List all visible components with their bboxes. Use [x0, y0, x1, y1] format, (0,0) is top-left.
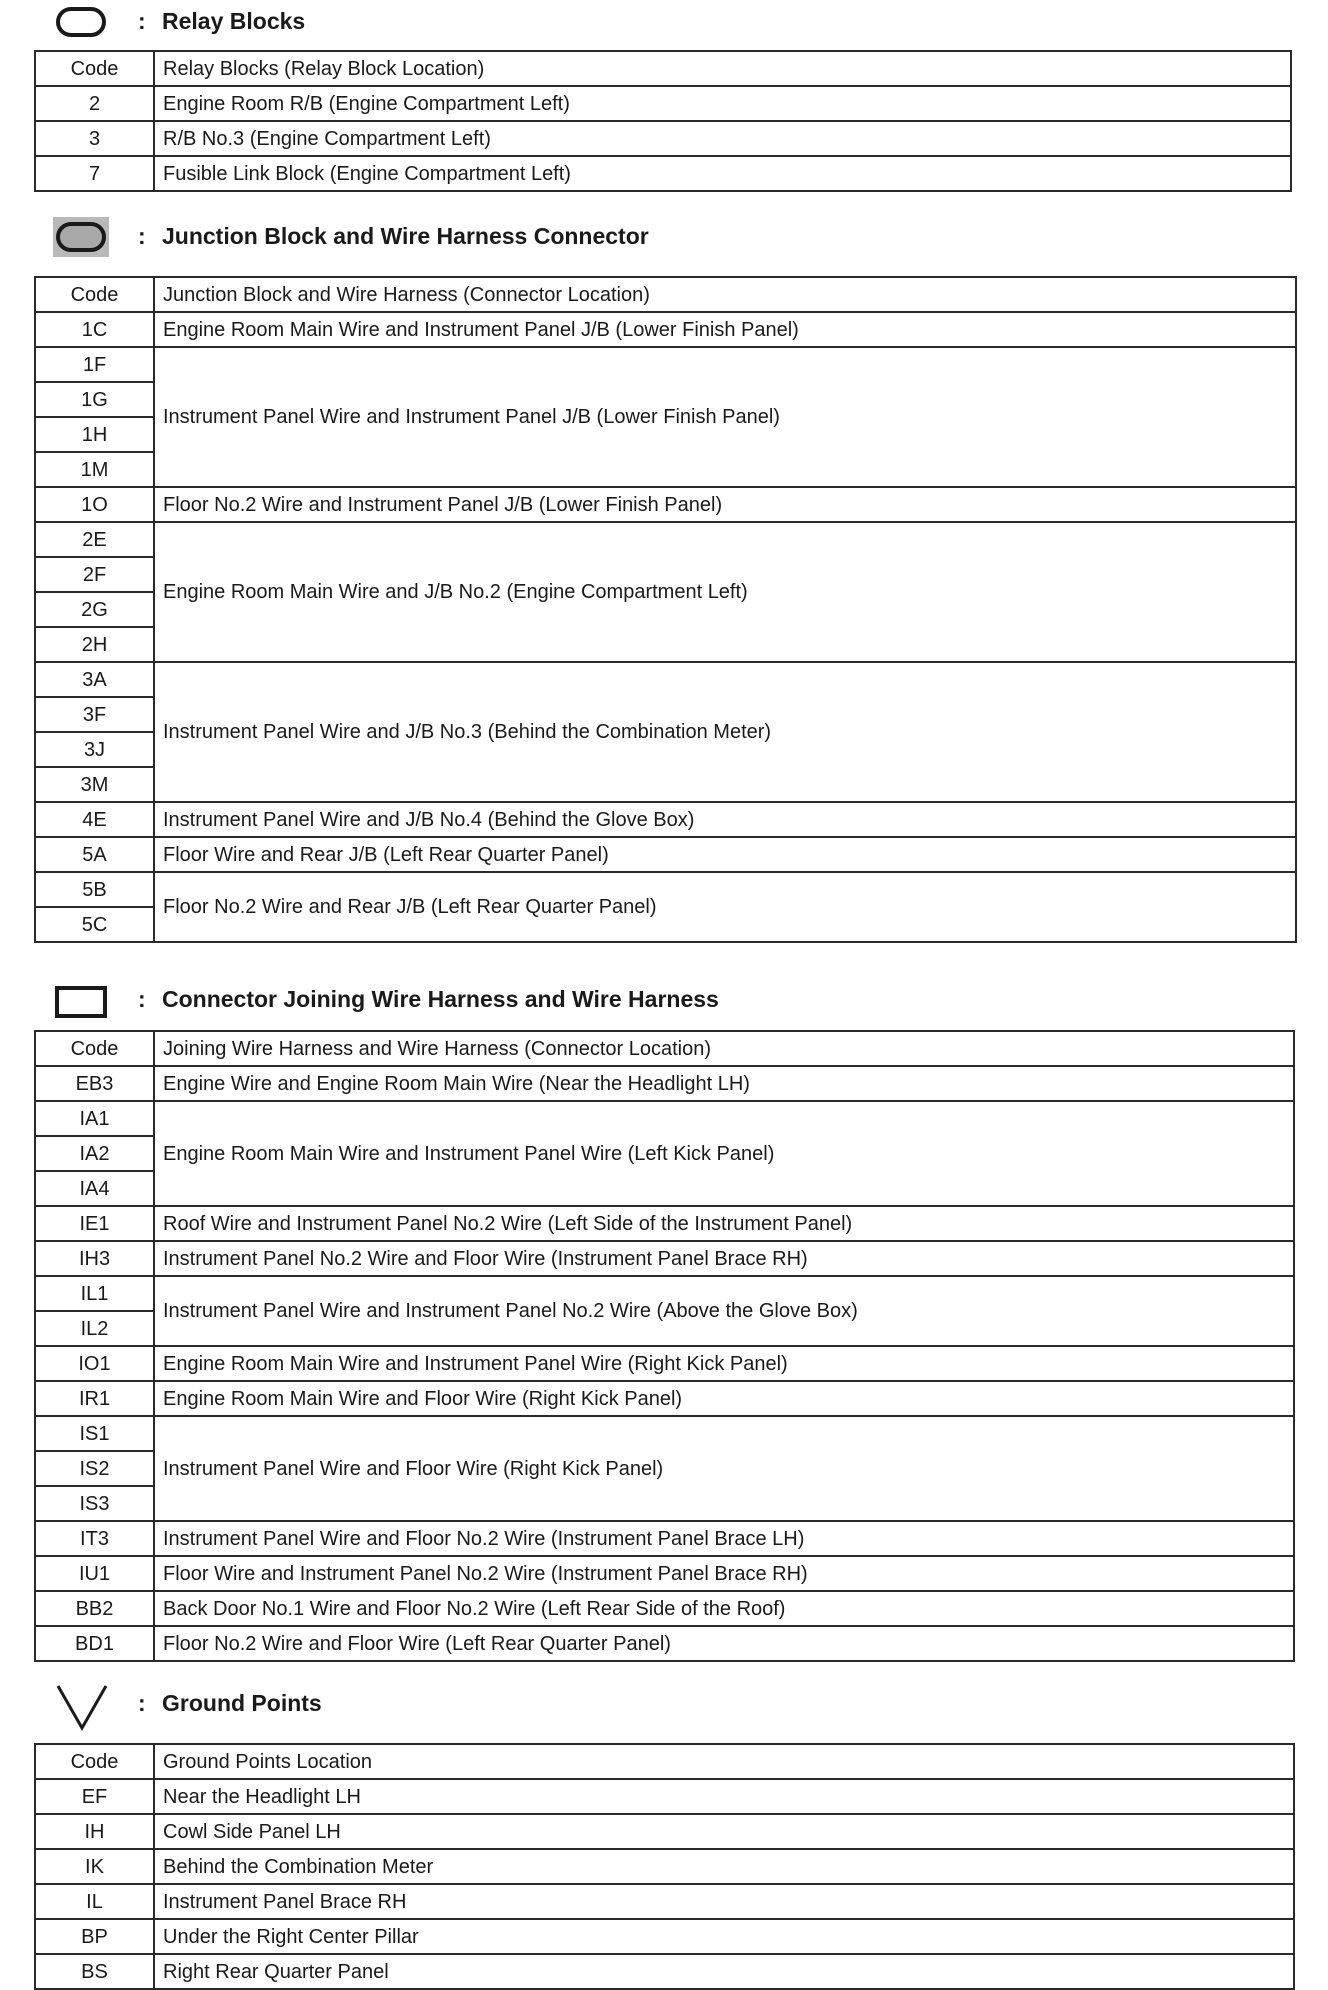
location-cell: Near the Headlight LH: [154, 1779, 1294, 1814]
code-cell: 3J: [35, 732, 154, 767]
code-cell: 1O: [35, 487, 154, 522]
header-description: Relay Blocks (Relay Block Location): [154, 51, 1291, 86]
code-cell: IH: [35, 1814, 154, 1849]
location-cell: Floor Wire and Instrument Panel No.2 Wire (Instrument Panel Brace RH): [154, 1556, 1294, 1591]
code-cell: IK: [35, 1849, 154, 1884]
code-cell: IS1: [35, 1416, 154, 1451]
location-cell: Instrument Panel No.2 Wire and Floor Wire (Instrument Panel Brace RH): [154, 1241, 1294, 1276]
code-cell: 5A: [35, 837, 154, 872]
location-cell: Behind the Combination Meter: [154, 1849, 1294, 1884]
code-cell: 2: [35, 86, 154, 121]
section-header: [0, 0, 1328, 44]
legend-table: [34, 1030, 1295, 1662]
section-title: Ground Points: [162, 1690, 322, 1716]
section-header: [0, 978, 1328, 1022]
header-code: Code: [35, 1031, 154, 1066]
code-cell: IA2: [35, 1136, 154, 1171]
location-cell: Cowl Side Panel LH: [154, 1814, 1294, 1849]
section-colon: :: [138, 1690, 146, 1716]
table-row: [35, 156, 1291, 191]
location-cell: Under the Right Center Pillar: [154, 1919, 1294, 1954]
table-header-row: [35, 1031, 1294, 1066]
code-cell: BB2: [35, 1591, 154, 1626]
location-cell: Instrument Panel Brace RH: [154, 1884, 1294, 1919]
table-row: [35, 802, 1296, 837]
code-cell: IR1: [35, 1381, 154, 1416]
location-cell: Engine Room Main Wire and Instrument Panel Wire (Right Kick Panel): [154, 1346, 1294, 1381]
table-row: [35, 1919, 1294, 1954]
legend-table: [34, 50, 1292, 192]
code-cell: IA1: [35, 1101, 154, 1136]
table-header-row: [35, 277, 1296, 312]
ground-point-icon: [52, 1680, 110, 1732]
table-header-row: [35, 1744, 1294, 1779]
code-cell: 1H: [35, 417, 154, 452]
code-cell: IL1: [35, 1276, 154, 1311]
relay-block-icon: [52, 0, 110, 44]
location-cell: Instrument Panel Wire and Instrument Panel No.2 Wire (Above the Glove Box): [154, 1276, 1294, 1346]
code-cell: IO1: [35, 1346, 154, 1381]
code-cell: 1M: [35, 452, 154, 487]
table-row: [35, 872, 1296, 907]
header-code: Code: [35, 1744, 154, 1779]
wire-connector-icon: [52, 978, 110, 1022]
location-cell: Fusible Link Block (Engine Compartment Left): [154, 156, 1291, 191]
table-row: [35, 1101, 1294, 1136]
table-row: [35, 1206, 1294, 1241]
section-title: Relay Blocks: [162, 8, 306, 34]
legend-table: [34, 1743, 1295, 1990]
code-cell: 3F: [35, 697, 154, 732]
code-cell: BD1: [35, 1626, 154, 1661]
header-code: Code: [35, 51, 154, 86]
table-row: [35, 1954, 1294, 1989]
code-cell: IL: [35, 1884, 154, 1919]
code-cell: 1G: [35, 382, 154, 417]
table-row: [35, 1346, 1294, 1381]
code-cell: IT3: [35, 1521, 154, 1556]
table-row: [35, 1066, 1294, 1101]
table-row: [35, 347, 1296, 382]
code-cell: IL2: [35, 1311, 154, 1346]
location-cell: Engine Room Main Wire and J/B No.2 (Engine Compartment Left): [154, 522, 1296, 662]
code-cell: 1C: [35, 312, 154, 347]
table-row: [35, 837, 1296, 872]
table-row: [35, 1381, 1294, 1416]
code-cell: IS2: [35, 1451, 154, 1486]
table-row: [35, 1241, 1294, 1276]
header-description: Joining Wire Harness and Wire Harness (Connector Location): [154, 1031, 1294, 1066]
table-row: [35, 1521, 1294, 1556]
location-cell: Instrument Panel Wire and J/B No.3 (Behind the Combination Meter): [154, 662, 1296, 802]
location-cell: Right Rear Quarter Panel: [154, 1954, 1294, 1989]
code-cell: 5B: [35, 872, 154, 907]
header-description: Ground Points Location: [154, 1744, 1294, 1779]
table-row: [35, 1849, 1294, 1884]
table-row: [35, 1884, 1294, 1919]
header-code: Code: [35, 277, 154, 312]
location-cell: Engine Room Main Wire and Instrument Panel J/B (Lower Finish Panel): [154, 312, 1296, 347]
table-row: [35, 662, 1296, 697]
code-cell: 2E: [35, 522, 154, 557]
code-cell: 7: [35, 156, 154, 191]
code-cell: 3: [35, 121, 154, 156]
section-title: Connector Joining Wire Harness and Wire Harness: [162, 986, 719, 1012]
table-row: [35, 522, 1296, 557]
location-cell: Engine Room R/B (Engine Compartment Left): [154, 86, 1291, 121]
location-cell: Back Door No.1 Wire and Floor No.2 Wire (Left Rear Side of the Roof): [154, 1591, 1294, 1626]
location-cell: Floor No.2 Wire and Rear J/B (Left Rear Quarter Panel): [154, 872, 1296, 942]
header-description: Junction Block and Wire Harness (Connector Location): [154, 277, 1296, 312]
code-cell: 5C: [35, 907, 154, 942]
code-cell: IU1: [35, 1556, 154, 1591]
legend-table: [34, 276, 1297, 943]
code-cell: 2F: [35, 557, 154, 592]
location-cell: Engine Room Main Wire and Floor Wire (Right Kick Panel): [154, 1381, 1294, 1416]
section-header: [0, 1682, 1328, 1726]
table-row: [35, 86, 1291, 121]
table-row: [35, 1779, 1294, 1814]
code-cell: EF: [35, 1779, 154, 1814]
location-cell: Floor No.2 Wire and Instrument Panel J/B (Lower Finish Panel): [154, 487, 1296, 522]
location-cell: Floor No.2 Wire and Floor Wire (Left Rear Quarter Panel): [154, 1626, 1294, 1661]
location-cell: Instrument Panel Wire and J/B No.4 (Behind the Glove Box): [154, 802, 1296, 837]
section-header: [0, 215, 1328, 259]
code-cell: 2H: [35, 627, 154, 662]
code-cell: 3M: [35, 767, 154, 802]
table-row: [35, 1626, 1294, 1661]
section-colon: :: [138, 8, 146, 34]
section-colon: :: [138, 223, 146, 249]
code-cell: BS: [35, 1954, 154, 1989]
code-cell: IA4: [35, 1171, 154, 1206]
code-cell: EB3: [35, 1066, 154, 1101]
code-cell: IH3: [35, 1241, 154, 1276]
table-row: [35, 121, 1291, 156]
code-cell: BP: [35, 1919, 154, 1954]
table-row: [35, 487, 1296, 522]
junction-block-icon: [52, 215, 110, 259]
location-cell: Roof Wire and Instrument Panel No.2 Wire (Left Side of the Instrument Panel): [154, 1206, 1294, 1241]
table-row: [35, 1556, 1294, 1591]
code-cell: 2G: [35, 592, 154, 627]
location-cell: Instrument Panel Wire and Floor No.2 Wire (Instrument Panel Brace LH): [154, 1521, 1294, 1556]
code-cell: IE1: [35, 1206, 154, 1241]
table-row: [35, 1814, 1294, 1849]
table-row: [35, 1416, 1294, 1451]
section-colon: :: [138, 986, 146, 1012]
section-title: Junction Block and Wire Harness Connector: [162, 223, 649, 249]
location-cell: Instrument Panel Wire and Instrument Panel J/B (Lower Finish Panel): [154, 347, 1296, 487]
location-cell: Instrument Panel Wire and Floor Wire (Right Kick Panel): [154, 1416, 1294, 1521]
code-cell: 3A: [35, 662, 154, 697]
code-cell: IS3: [35, 1486, 154, 1521]
table-row: [35, 1591, 1294, 1626]
table-row: [35, 312, 1296, 347]
location-cell: R/B No.3 (Engine Compartment Left): [154, 121, 1291, 156]
location-cell: Floor Wire and Rear J/B (Left Rear Quarter Panel): [154, 837, 1296, 872]
table-row: [35, 1276, 1294, 1311]
table-header-row: [35, 51, 1291, 86]
code-cell: 1F: [35, 347, 154, 382]
location-cell: Engine Wire and Engine Room Main Wire (Near the Headlight LH): [154, 1066, 1294, 1101]
code-cell: 4E: [35, 802, 154, 837]
location-cell: Engine Room Main Wire and Instrument Panel Wire (Left Kick Panel): [154, 1101, 1294, 1206]
